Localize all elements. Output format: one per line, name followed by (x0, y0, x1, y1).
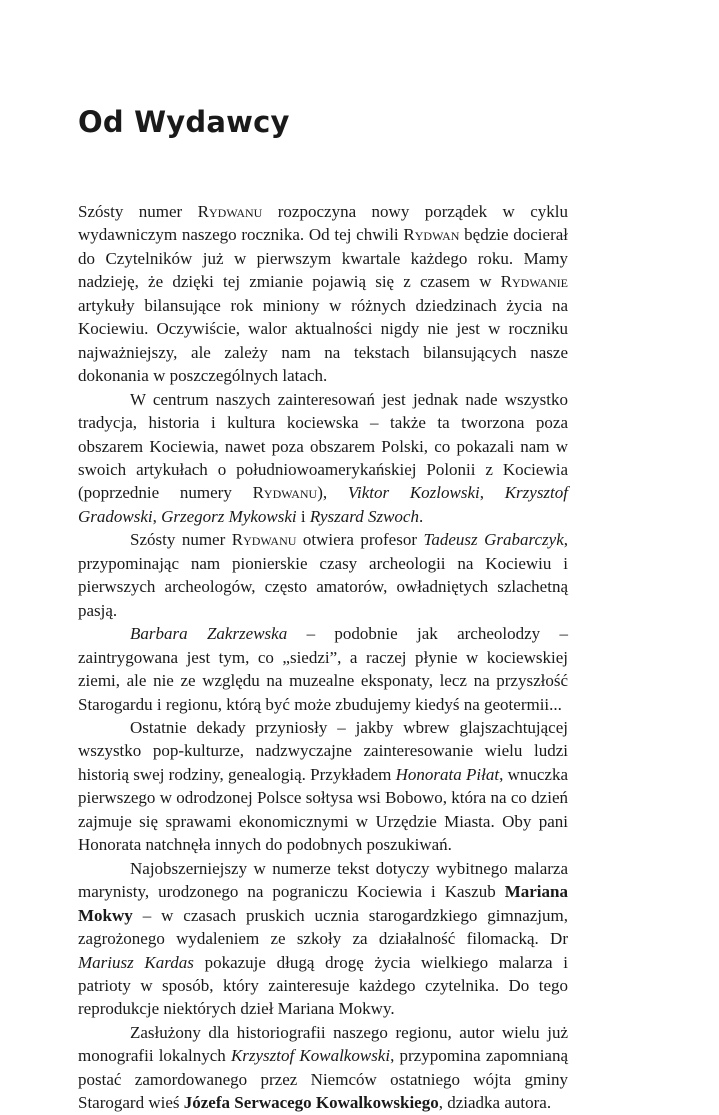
text-run: – w czasach pruskich ucznia starogardzkiego gimnazjum, zagrożonego wydaleniem ze szkoły za działalność filomacką. Dr (78, 905, 568, 949)
page-title: Od Wydawcy (78, 105, 290, 139)
text-run: otwiera profesor (296, 530, 424, 550)
person-name: Mariusz Kardas (78, 952, 194, 972)
paragraph-1 (78, 200, 568, 388)
journal-name: Rydwan (403, 225, 460, 245)
text-run: ), (317, 483, 348, 503)
journal-name: Rydwanie (500, 272, 568, 292)
person-name: Barbara Zakrzewska (130, 624, 288, 644)
paragraph-3 (78, 528, 568, 622)
text-run: W centrum naszych zainteresowań jest jednak nade wszystko tradycja, historia i kultura kociewska – także ta tworzona poza obszarem Kociewia, nawet poza obszarem Polski, co pokazali nam w swoich artykułach o południowoamerykańskiej Polonii z Kociewia (poprzednie numery (78, 389, 568, 503)
paragraph-2 (78, 388, 568, 529)
person-name: Tadeusz Grabarczyk (423, 530, 564, 550)
person-name: Viktor Kozlowski (347, 483, 480, 503)
text-run: . (418, 506, 424, 526)
person-name: Krzysztof Kowalkowski (230, 1046, 391, 1066)
text-run: Najobszerniejszy w numerze tekst dotyczy wybitnego malarza marynisty, urodzonego na pograniczu Kociewia i Kaszub (78, 858, 568, 902)
person-name: Krzysztof Gradowski (78, 483, 568, 526)
paragraph-5 (78, 716, 568, 857)
text-run: Zasłużony dla historiografii naszego regionu, autor wielu już monografii lokalnych (78, 1022, 568, 1066)
paragraph-6 (78, 857, 568, 1021)
text-run: Ostatnie dekady przyniosły – jakby wbrew glajszachtującej wszystko pop-kulturze, nadzwyczajne zainteresowanie wielu ludzi historią swej rodziny, genealogią. Przykładem (78, 717, 568, 784)
text-run: Szósty numer (78, 202, 198, 221)
text-run: będzie docierał do Czytelników już w pierwszym kwartale każdego roku. Mamy nadzieję, że dzięki tej zmianie pojawią się z czasem w (78, 225, 569, 292)
text-run: pokazuje długą drogę życia wielkiego malarza i patrioty w sposób, który zainteresuje każdego czytelnika. Do tego reprodukcje niektórych dzieł Mariana Mokwy. (78, 952, 568, 1019)
text-run: , wnuczka pierwszego w odrodzonej Polsce sołtysa wsi Bobowo, która na co dzień zajmuje się sprawami ekonomicznymi w Urzędzie Miasta. Oby pani Honorata natchnęła innych do podobnych poszukiwań. (78, 764, 568, 855)
body-text (78, 200, 568, 1115)
bold-name: Józefa Serwacego Kowalkowskiego (183, 1093, 439, 1113)
person-name: Ryszard Szwoch (309, 506, 419, 526)
text-run: , (152, 506, 162, 526)
text-run: , przypominając nam pionierskie czasy archeologii na Kociewiu i pierwszych archeologów, często amatorów, owładniętych szlachetną pasją. (78, 530, 568, 620)
text-run: , przypomina zapomnianą postać zamordowanego przez Niemców ostatniego wójta gminy Starogard wieś (78, 1046, 569, 1113)
text-run: Szósty numer (130, 530, 232, 550)
journal-name: Rydwanu (252, 483, 318, 503)
journal-name: Rydwanu (231, 530, 297, 550)
text-run: rozpoczyna nowy porządek w cyklu wydawniczym naszego rocznika. Od tej chwili (78, 202, 568, 245)
person-name: Honorata Piłat (395, 764, 500, 784)
person-name: Grzegorz Mykowski (161, 506, 297, 526)
text-run: – podobnie jak archeolodzy – zaintrygowana jest tym, co „siedzi”, a raczej płynie w kociewskiej ziemi, ale nie ze względu na muzealne eksponaty, lecz na przyszłość Starogardu i regionu, którą być może zbudujemy kiedyś na geotermii... (78, 624, 568, 714)
paragraph-4 (78, 622, 568, 716)
paragraph-7 (78, 1021, 568, 1115)
text-run: , dziadka autora. (438, 1093, 552, 1113)
text-run: , (479, 483, 505, 503)
journal-name: Rydwanu (197, 202, 263, 221)
text-run: artykuły bilansujące rok miniony w różnych dziedzinach życia na Kociewiu. Oczywiście, walor aktualności nigdy nie jest w roczniku najważniejszy, ale zależy nam na tekstach bilansujących nasze dokonania w poszczególnych latach. (78, 295, 568, 386)
bold-name: Mariana Mokwy (78, 882, 568, 925)
text-run: i (296, 506, 310, 526)
